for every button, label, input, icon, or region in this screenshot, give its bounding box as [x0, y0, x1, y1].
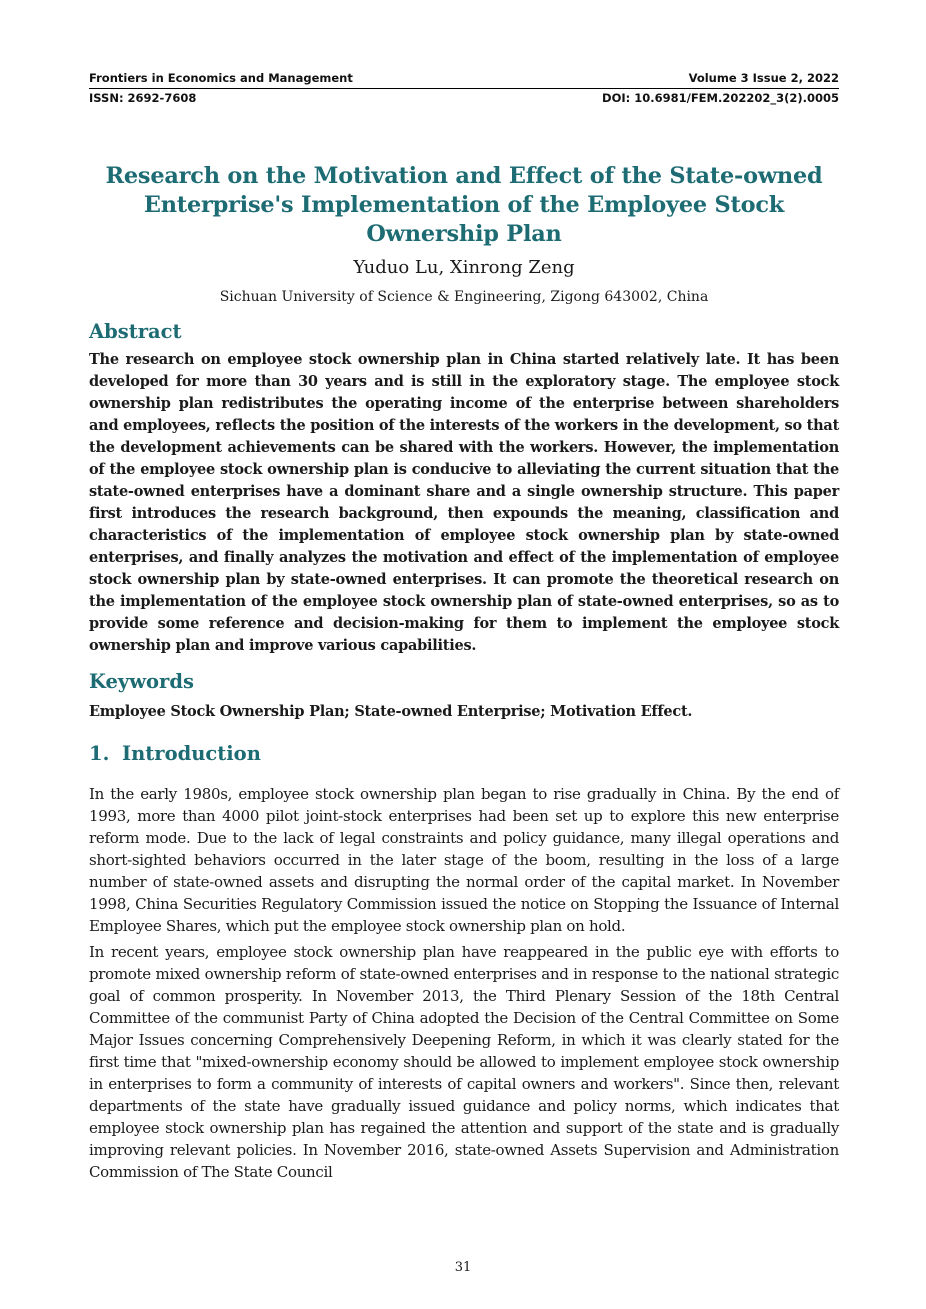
running-header-top — [89, 70, 839, 86]
affiliation: Sichuan University of Science & Engineering, Zigong 643002, China — [219, 289, 709, 305]
header-rule — [89, 88, 839, 89]
journal-name: Frontiers in Economics and Management — [89, 71, 353, 85]
keywords-heading: Keywords — [89, 670, 194, 693]
issn: ISSN: 2692-7608 — [89, 91, 197, 105]
running-header-bottom — [89, 90, 839, 106]
abstract-heading: Abstract — [89, 320, 182, 343]
page — [89, 70, 839, 1183]
page-number: 31 — [454, 1260, 472, 1275]
intro-paragraph-2: In recent years, employee stock ownership plan have reappeared in the public eye with efforts to promote mixed ownership reform of state-owned enterprises and in response to the national strategic goal of common prosperity. In November 2013, the Third Plenary Session of the 18th Central Committee of the communist Party of China adopted the Decision of the Central Committee on Some Major Issues concerning Comprehensively Deepening Reform, in which it was clearly stated for the first time that "mixed-ownership economy should be allowed to implement employee stock ownership in enterprises to form a community of interests of capital owners and workers". Since then, relevant departments of the state have gradually issued guidance and policy norms, which indicates that employee stock ownership plan has regained the attention and support of the state and is gradually improving relevant policies. In November 2016, state-owned Assets Supervision and Administration Commission of The State Council — [89, 943, 839, 1181]
introduction-heading — [89, 741, 839, 767]
section-number: 1. — [89, 742, 110, 765]
keywords-text: Employee Stock Ownership Plan; State-owned Enterprise; Motivation Effect. — [89, 703, 693, 720]
volume-issue: Volume 3 Issue 2, 2022 — [688, 71, 839, 85]
intro-paragraph-1: In the early 1980s, employee stock ownership plan began to rise gradually in China. By the end of 1993, more than 4000 pilot joint-stock enterprises had been set up to explore this new enterprise reform mode. Due to the lack of legal constraints and policy guidance, many illegal operations and short-sighted behaviors occurred in the later stage of the boom, resulting in the loss of a large number of state-owned assets and disrupting the normal order of the capital market. In November 1998, China Securities Regulatory Commission issued the notice on Stopping the Issuance of Internal Employee Shares, which put the employee stock ownership plan on hold. — [89, 785, 839, 935]
section-title: Introduction — [122, 742, 261, 765]
doi: DOI: 10.6981/FEM.202202_3(2).0005 — [602, 91, 839, 105]
paper-title: Research on the Motivation and Effect of the State-owned Enterprise's Implementation of the Employee Stock Ownership Plan — [105, 163, 823, 247]
abstract-text: The research on employee stock ownership plan in China started relatively late. It has been developed for more than 30 years and is still in the exploratory stage. The employee stock ownership plan redistributes the operating income of the enterprise between shareholders and employees, reflects the position of the interests of the workers in the development, so that the development achievements can be shared with the workers. However, the implementation of the employee stock ownership plan is conducive to alleviating the current situation that the state-owned enterprises have a dominant share and a single ownership structure. This paper first introduces the research background, then expounds the meaning, classification and characteristics of the implementation of employee stock ownership plan by state-owned enterprises, and finally analyzes the motivation and effect of the implementation of employee stock ownership plan by state-owned enterprises. It can promote the theoretical research on the implementation of the employee stock ownership plan of state-owned enterprises, so as to provide some reference and decision-making for them to implement the employee stock ownership plan and improve various capabilities. — [89, 351, 840, 654]
authors: Yuduo Lu, Xinrong Zeng — [353, 257, 575, 278]
